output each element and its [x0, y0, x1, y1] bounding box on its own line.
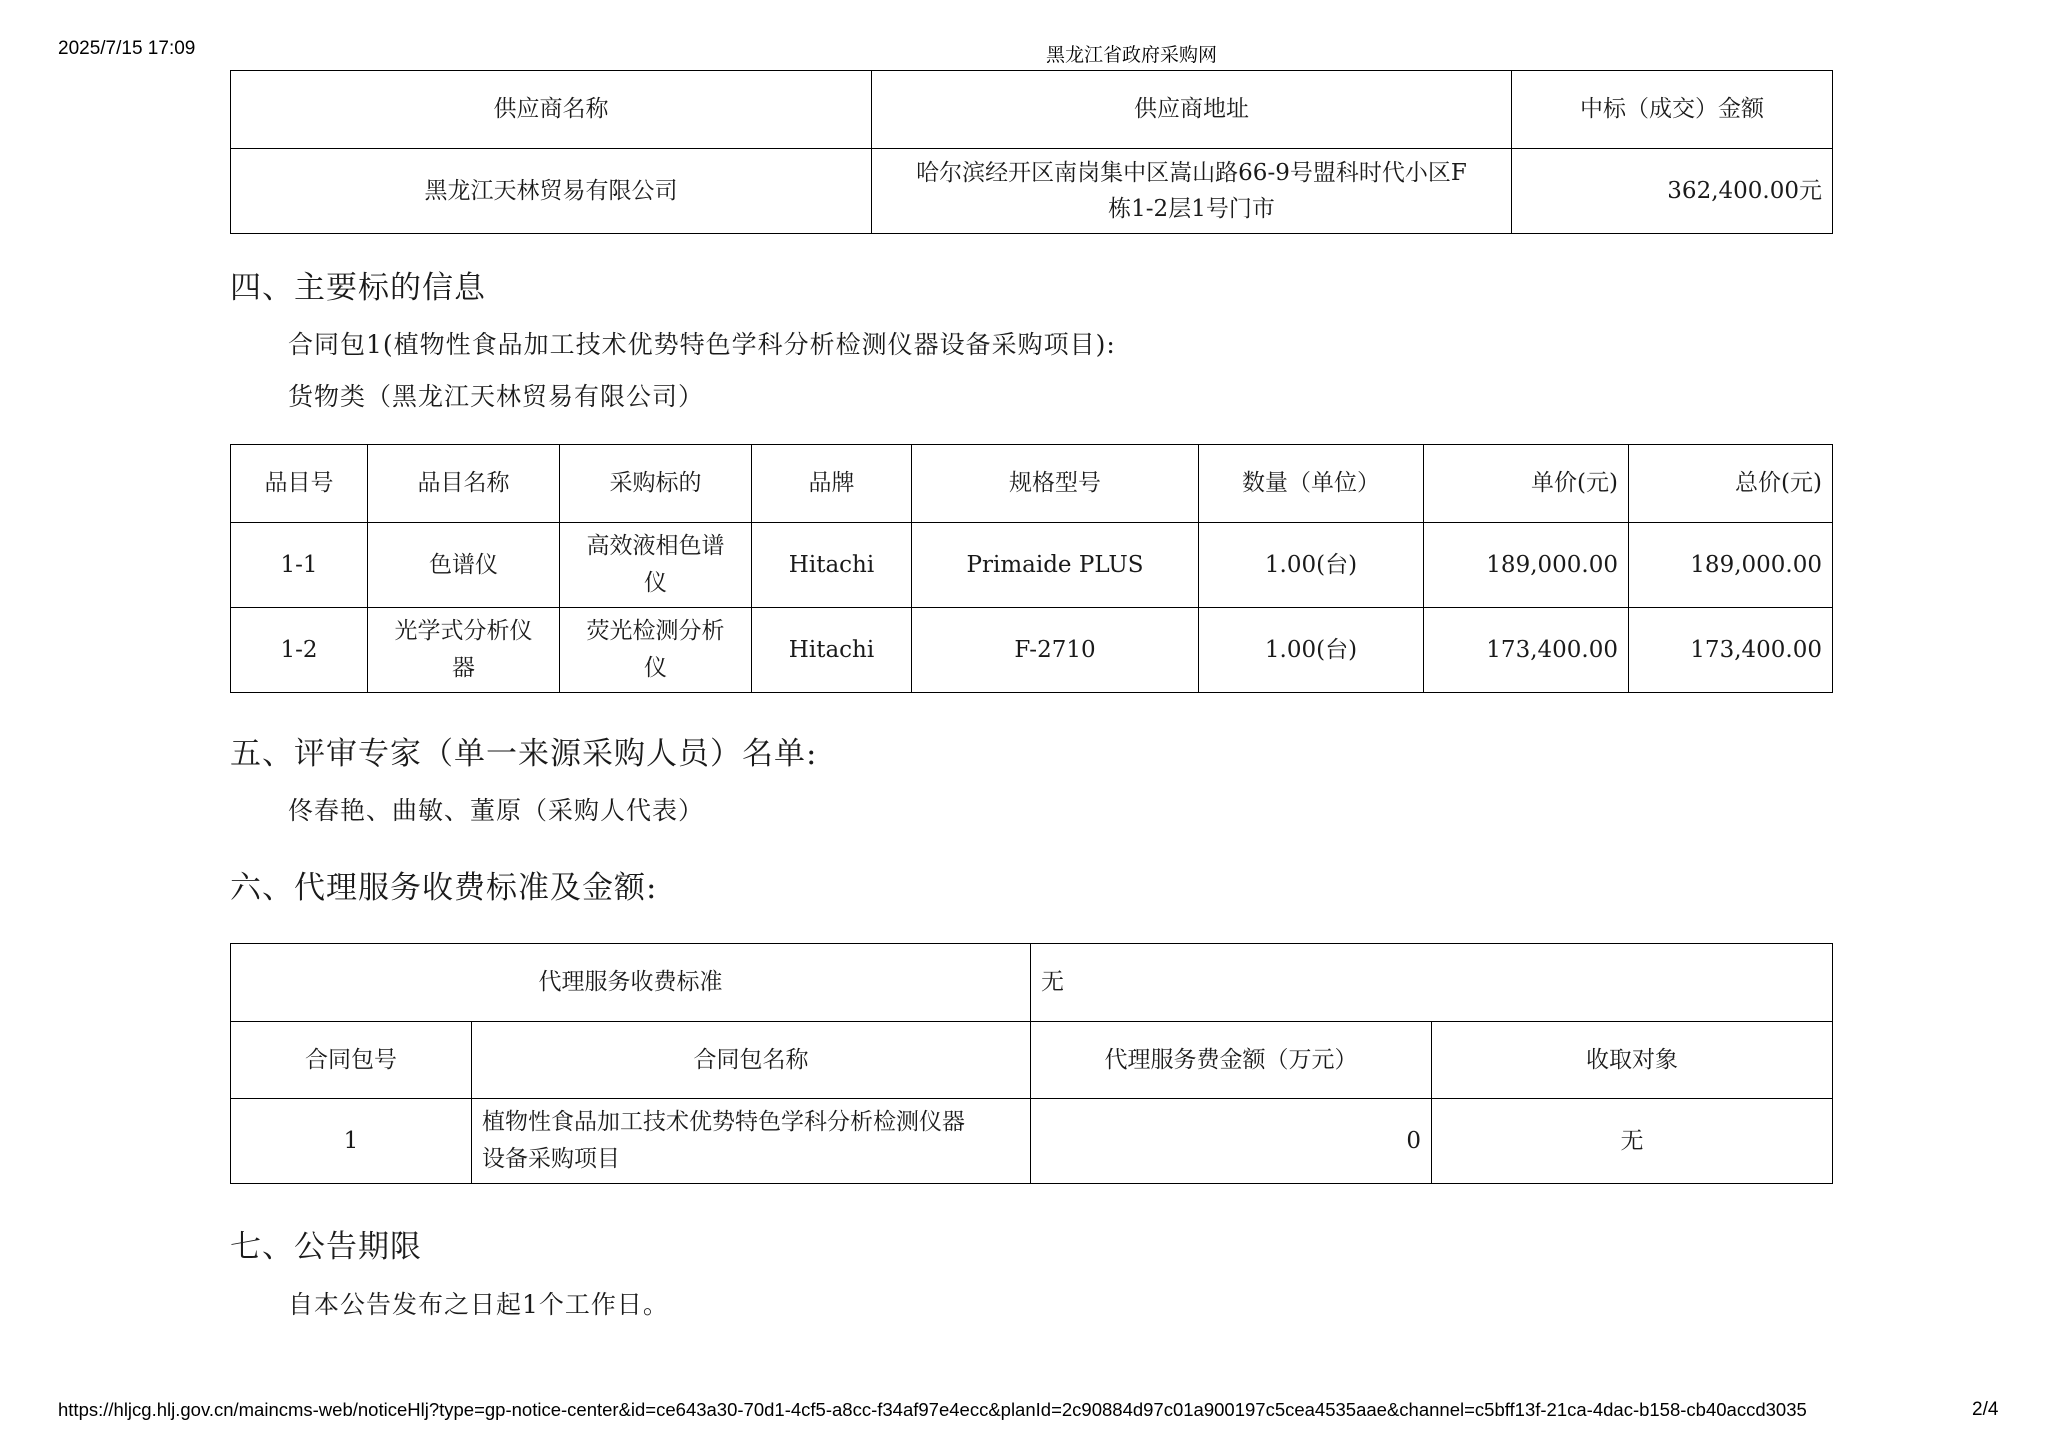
- total-price: 173,400.00: [1629, 608, 1833, 693]
- table-row: [231, 608, 1833, 693]
- total-price: 189,000.00: [1629, 523, 1833, 608]
- item-no: 1-1: [231, 523, 368, 608]
- supplier-table-header: [231, 71, 1833, 149]
- section-6-heading: 六、代理服务收费标准及金额:: [230, 870, 658, 906]
- fee-table-header: [231, 1022, 1833, 1099]
- section-7-period: 自本公告发布之日起1个工作日。: [288, 1290, 669, 1319]
- procurement-target-line2: 仪: [644, 655, 667, 681]
- package-name-line2: 设备采购项目: [482, 1146, 620, 1172]
- brand: Hitachi: [752, 523, 912, 608]
- header-package-name: 合同包名称: [472, 1022, 1031, 1099]
- item-name: [368, 608, 560, 693]
- header-item-no: 品目号: [231, 445, 368, 523]
- header-package-no: 合同包号: [231, 1022, 472, 1099]
- items-table-header: [231, 445, 1833, 523]
- item-no: 1-2: [231, 608, 368, 693]
- print-datetime: 2025/7/15 17:09: [58, 38, 196, 59]
- unit-price: 173,400.00: [1424, 608, 1629, 693]
- section-7-heading: 七、公告期限: [230, 1229, 422, 1265]
- fee-standard-row: [231, 944, 1833, 1022]
- quantity: 1.00(台): [1199, 523, 1424, 608]
- procurement-target-line1: 荧光检测分析: [586, 618, 725, 644]
- section-5-heading: 五、评审专家（单一来源采购人员）名单:: [230, 736, 818, 772]
- header-charge-target: 收取对象: [1432, 1022, 1833, 1099]
- item-name: 色谱仪: [368, 523, 560, 608]
- package-name-line1: 植物性食品加工技术优势特色学科分析检测仪器: [482, 1109, 965, 1135]
- supplier-address: [872, 149, 1512, 234]
- items-table: [230, 444, 1833, 693]
- model: Primaide PLUS: [912, 523, 1199, 608]
- item-name-line1: 光学式分析仪: [394, 618, 533, 644]
- section-4-package-line: 合同包1(植物性食品加工技术优势特色学科分析检测仪器设备采购项目):: [288, 330, 1116, 359]
- package-no: 1: [231, 1099, 472, 1184]
- quantity: 1.00(台): [1199, 608, 1424, 693]
- table-row: [231, 1099, 1833, 1184]
- header-brand: 品牌: [752, 445, 912, 523]
- package-name: [472, 1099, 1031, 1184]
- item-name-line2: 器: [452, 655, 475, 681]
- header-supplier-name: 供应商名称: [231, 71, 872, 149]
- section-4-heading: 四、主要标的信息: [230, 270, 486, 306]
- procurement-target-line2: 仪: [644, 570, 667, 596]
- site-title: 黑龙江省政府采购网: [1046, 45, 1218, 66]
- model: F-2710: [912, 608, 1199, 693]
- table-row: [231, 523, 1833, 608]
- bid-amount: 362,400.00元: [1512, 149, 1833, 234]
- header-total-price: 总价(元): [1629, 445, 1833, 523]
- unit-price: 189,000.00: [1424, 523, 1629, 608]
- supplier-name: 黑龙江天林贸易有限公司: [231, 149, 872, 234]
- procurement-target: [560, 608, 752, 693]
- header-model: 规格型号: [912, 445, 1199, 523]
- header-fee-amount: 代理服务费金额（万元）: [1031, 1022, 1432, 1099]
- charge-target: 无: [1432, 1099, 1833, 1184]
- fee-table: [230, 943, 1833, 1184]
- supplier-table: [230, 70, 1833, 234]
- procurement-target: [560, 523, 752, 608]
- header-quantity: 数量（单位）: [1199, 445, 1424, 523]
- header-item-name: 品目名称: [368, 445, 560, 523]
- header-bid-amount: 中标（成交）金额: [1512, 71, 1833, 149]
- procurement-target-line1: 高效液相色谱: [586, 533, 725, 559]
- supplier-address-line1: 哈尔滨经开区南岗集中区嵩山路66-9号盟科时代小区F: [916, 160, 1467, 186]
- fee-amount: 0: [1031, 1099, 1432, 1184]
- header-procurement-target: 采购标的: [560, 445, 752, 523]
- section-5-experts: 佟春艳、曲敏、董原（采购人代表）: [288, 796, 705, 825]
- fee-standard-label: 代理服务收费标准: [231, 944, 1031, 1022]
- header-supplier-address: 供应商地址: [872, 71, 1512, 149]
- supplier-address-line2: 栋1-2层1号门市: [1108, 196, 1275, 222]
- fee-standard-value: 无: [1031, 944, 1833, 1022]
- header-unit-price: 单价(元): [1424, 445, 1629, 523]
- page-number: 2/4: [1972, 1399, 1999, 1420]
- footer-url[interactable]: https://hljcg.hlj.gov.cn/maincms-web/noticeHlj?type=gp-notice-center&id=ce643a30-70d1-4cf5-a8cc-f34af97e4ecc&planId=2c90884d97c01a900197c5cea4535aae&channel=c5bff13f-21ca-4dac-b158-cb40accd3035: [58, 1399, 1807, 1420]
- section-4-category-line: 货物类（黑龙江天林贸易有限公司）: [288, 382, 705, 411]
- table-row: [231, 149, 1833, 234]
- brand: Hitachi: [752, 608, 912, 693]
